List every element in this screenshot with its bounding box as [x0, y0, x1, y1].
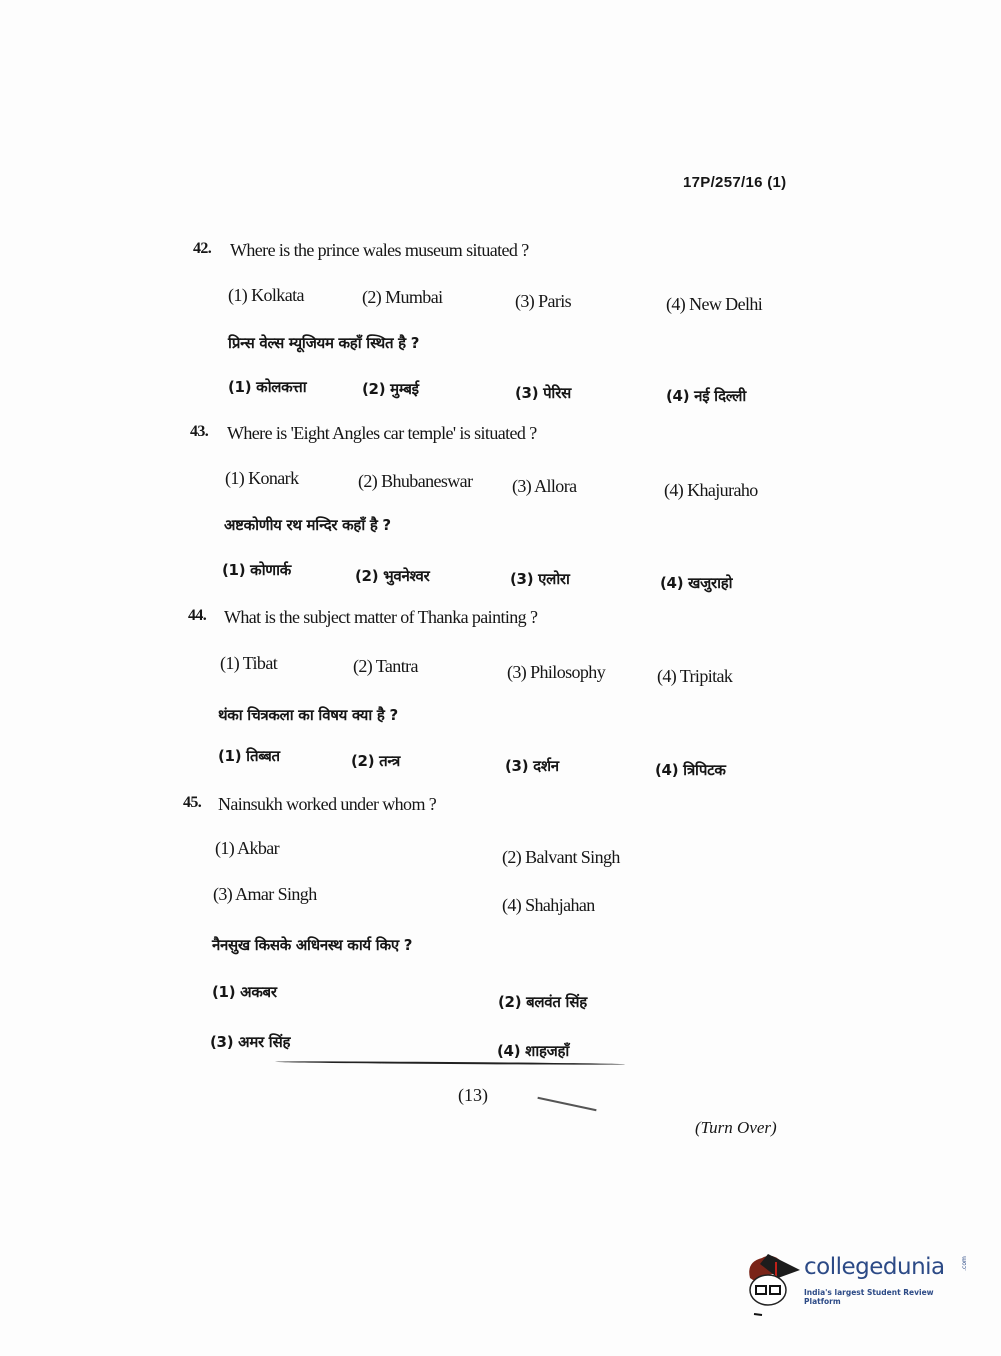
option-english: (3) Amar Singh: [213, 884, 317, 904]
option-english: (1) Akbar: [215, 838, 280, 858]
option-english: (1) Tibat: [220, 653, 278, 673]
option-hindi: (3) पेरिस: [515, 384, 571, 402]
question-text-hindi: थंका चित्रकला का विषय क्या है ?: [218, 706, 398, 724]
option-english: (3) Philosophy: [507, 662, 606, 682]
option-hindi: (4) त्रिपिटक: [655, 761, 726, 779]
option-hindi: (1) अकबर: [212, 983, 277, 1001]
question-text-hindi: नैनसुख किसके अधिनस्थ कार्य किए ?: [212, 936, 413, 954]
option-english: (3) Allora: [512, 476, 577, 496]
question-number: 45.: [183, 794, 202, 811]
brand-suffix: .com: [960, 1256, 968, 1271]
brand-tagline: India's largest Student Review Platform: [804, 1288, 934, 1306]
question-text-english: Where is the prince wales museum situated ?: [230, 240, 529, 260]
option-hindi: (2) बलवंत सिंह: [498, 993, 587, 1011]
option-english: (4) New Delhi: [666, 294, 763, 314]
option-hindi: (2) भुवनेश्वर: [355, 567, 430, 585]
option-hindi: (3) अमर सिंह: [210, 1033, 291, 1051]
option-english: (1) Kolkata: [228, 285, 304, 305]
option-hindi: (4) खजुराहो: [660, 574, 733, 592]
option-english: (4) Shahjahan: [502, 895, 595, 915]
option-english: (2) Tantra: [353, 656, 418, 676]
option-english: (2) Balvant Singh: [502, 847, 620, 867]
mascot-logo-icon: [742, 1248, 802, 1318]
page-number: (13): [458, 1085, 488, 1105]
pen-mark: [537, 1097, 596, 1111]
option-hindi: (2) तन्त्र: [351, 752, 400, 770]
question-text-english: Nainsukh worked under whom ?: [218, 794, 437, 814]
question-text-english: Where is 'Eight Angles car temple' is situated ?: [227, 423, 537, 443]
question-text-hindi: अष्टकोणीय रथ मन्दिर कहाँ है ?: [224, 516, 391, 534]
question-number: 42.: [193, 240, 212, 257]
option-english: (2) Mumbai: [362, 287, 443, 307]
option-hindi: (1) कोलकत्ता: [228, 378, 307, 396]
option-hindi: (4) नई दिल्ली: [666, 387, 746, 405]
question-number: 44.: [188, 607, 207, 624]
option-english: (3) Paris: [515, 291, 572, 311]
question-text-hindi: प्रिन्स वेल्स म्यूजियम कहाँ स्थित है ?: [228, 334, 420, 352]
question-text-english: What is the subject matter of Thanka painting ?: [224, 607, 538, 627]
collegedunia-watermark: [742, 1248, 972, 1318]
brand-name: collegedunia: [804, 1254, 945, 1280]
option-hindi: (1) तिब्बत: [218, 747, 280, 765]
option-hindi: (2) मुम्बई: [362, 380, 419, 398]
option-hindi: (4) शाहजहाँ: [497, 1042, 570, 1060]
option-english: (1) Konark: [225, 468, 299, 488]
question-number: 43.: [190, 423, 209, 440]
option-hindi: (3) दर्शन: [505, 757, 559, 775]
paper-code: 17P/257/16 (1): [683, 174, 787, 191]
turn-over-label: (Turn Over): [695, 1118, 777, 1137]
option-english: (4) Tripitak: [657, 666, 733, 686]
option-english: (4) Khajuraho: [664, 480, 758, 500]
option-hindi: (3) एलोरा: [510, 570, 570, 588]
option-english: (2) Bhubaneswar: [358, 471, 473, 491]
divider-line: [275, 1061, 625, 1065]
option-hindi: (1) कोणार्क: [222, 561, 291, 579]
